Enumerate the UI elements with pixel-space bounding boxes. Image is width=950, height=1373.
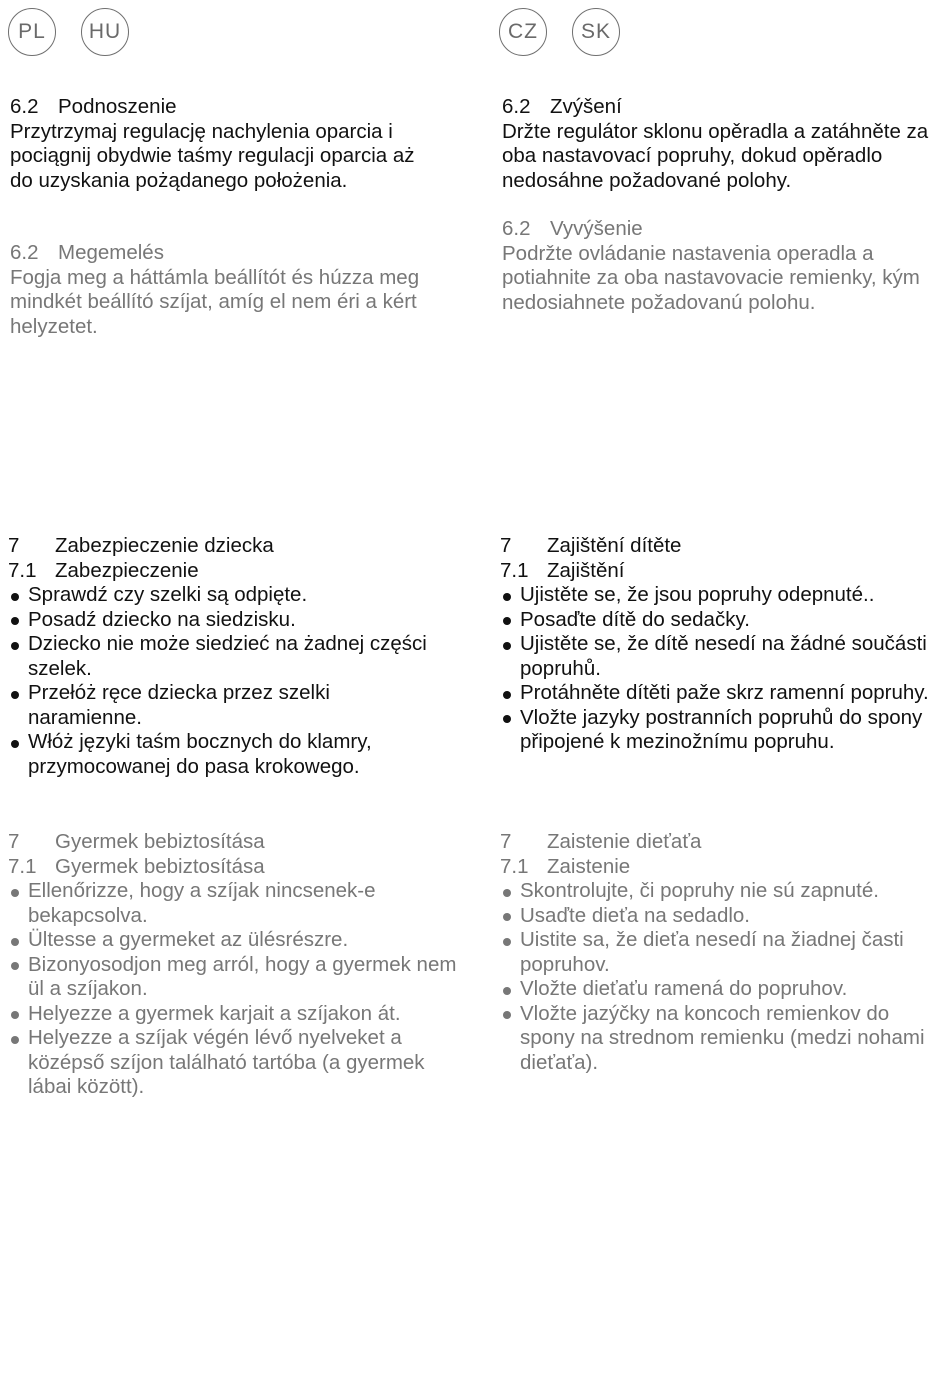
section-body: Przytrzymaj regulację nachylenia oparcia i pociągnij obydwie taśmy regulacji oparcia aż do uzyskania pożądanego położenia. (10, 119, 415, 192)
section-7-cz (500, 534, 945, 755)
list-item: Uistite sa, že dieťa nesedí na žiadnej časti popruhov. (500, 928, 945, 977)
section-heading (502, 217, 947, 242)
chapter-heading (8, 830, 463, 855)
list-item: Włóż języki taśm bocznych do klamry, przymocowanej do pasa krokowego. (8, 730, 448, 779)
section-6-2-cz (502, 95, 947, 193)
list-item: Ujistěte se, že dítě nesedí na žádné součásti popruhů. (500, 632, 945, 681)
section-heading (10, 95, 420, 120)
chapter-title: Zaistenie dieťaťa (547, 830, 702, 853)
chapter-number: 7 (500, 534, 512, 557)
chapter-number: 7 (500, 830, 512, 853)
chapter-heading (8, 534, 448, 559)
subsection-title: Zajištění (547, 558, 625, 582)
section-heading (10, 241, 460, 266)
bullet-list (500, 583, 945, 755)
subsection-number: 7.1 (8, 558, 37, 582)
section-heading (502, 95, 947, 120)
section-6-2-pl (10, 95, 420, 193)
section-number: 6.2 (10, 95, 39, 118)
chapter-title: Gyermek bebiztosítása (55, 830, 265, 853)
subsection-title: Zabezpieczenie (55, 558, 199, 582)
list-item: Skontrolujte, či popruhy nie sú zapnuté. (500, 879, 945, 904)
bullet-list (8, 879, 463, 1100)
list-item: Usaďte dieťa na sedadlo. (500, 904, 945, 929)
section-body: Fogja meg a háttámla beállítót és húzza meg mindkét beállító szíjat, amíg el nem éri a kért helyzetet. (10, 265, 420, 338)
list-item: Bizonyosodjon meg arról, hogy a gyermek nem ül a szíjakon. (8, 953, 463, 1002)
subsection-heading (8, 559, 448, 584)
section-7-pl (8, 534, 448, 779)
subsection-number: 7.1 (500, 854, 529, 878)
subsection-title: Zaistenie (547, 854, 631, 878)
subsection-heading (500, 559, 945, 584)
section-title: Podnoszenie (58, 95, 177, 118)
language-badge-cz: CZ (499, 8, 547, 56)
list-item: Vložte jazyky postranních popruhů do spony připojené k mezinožnímu popruhu. (500, 706, 945, 755)
chapter-number: 7 (8, 534, 20, 557)
section-6-2-sk (502, 217, 947, 315)
bullet-list (8, 583, 448, 779)
chapter-heading (500, 830, 945, 855)
list-item: Helyezze a gyermek karjait a szíjakon át. (8, 1002, 463, 1027)
section-title: Megemelés (58, 241, 164, 264)
section-number: 6.2 (502, 95, 531, 118)
language-badge-sk: SK (572, 8, 620, 56)
bullet-list (500, 879, 945, 1075)
list-item: Protáhněte dítěti paže skrz ramenní popruhy. (500, 681, 945, 706)
list-item: Posaďte dítě do sedačky. (500, 608, 945, 633)
subsection-number: 7.1 (8, 854, 37, 878)
subsection-number: 7.1 (500, 558, 529, 582)
section-7-sk (500, 830, 945, 1075)
chapter-title: Zabezpieczenie dziecka (55, 534, 274, 557)
list-item: Dziecko nie może siedzieć na żadnej części szelek. (8, 632, 448, 681)
chapter-number: 7 (8, 830, 20, 853)
section-body: Podržte ovládanie nastavenia operadla a potiahnite za oba nastavovacie remienky, kým nedosiahnete požadovanú polohu. (502, 241, 920, 314)
list-item: Sprawdź czy szelki są odpięte. (8, 583, 448, 608)
language-badge-hu: HU (81, 8, 129, 56)
language-badge-pl: PL (8, 8, 56, 56)
list-item: Ujistěte se, že jsou popruhy odepnuté.. (500, 583, 945, 608)
chapter-title: Zajištění dítěte (547, 534, 682, 557)
section-number: 6.2 (502, 217, 531, 240)
subsection-heading (500, 855, 945, 880)
section-title: Vyvýšenie (550, 217, 643, 240)
section-title: Zvýšení (550, 95, 622, 118)
list-item: Vložte jazýčky na koncoch remienkov do spony na strednom remienku (medzi nohami dieťaťa). (500, 1002, 945, 1076)
list-item: Przełóż ręce dziecka przez szelki naramienne. (8, 681, 448, 730)
list-item: Vložte dieťaťu ramená do popruhov. (500, 977, 945, 1002)
subsection-title: Gyermek bebiztosítása (55, 854, 265, 878)
section-number: 6.2 (10, 241, 39, 264)
list-item: Helyezze a szíjak végén lévő nyelveket a középső szíjon található tartóba (a gyermek lábai között). (8, 1026, 463, 1100)
section-body: Držte regulátor sklonu opěradla a zatáhněte za oba nastavovací popruhy, dokud opěradlo nedosáhne požadované polohy. (502, 119, 929, 192)
subsection-heading (8, 855, 463, 880)
section-6-2-hu (10, 241, 460, 339)
list-item: Ellenőrizze, hogy a szíjak nincsenek-e bekapcsolva. (8, 879, 463, 928)
list-item: Ültesse a gyermeket az ülésrészre. (8, 928, 463, 953)
chapter-heading (500, 534, 945, 559)
list-item: Posadź dziecko na siedzisku. (8, 608, 448, 633)
section-7-hu (8, 830, 463, 1100)
